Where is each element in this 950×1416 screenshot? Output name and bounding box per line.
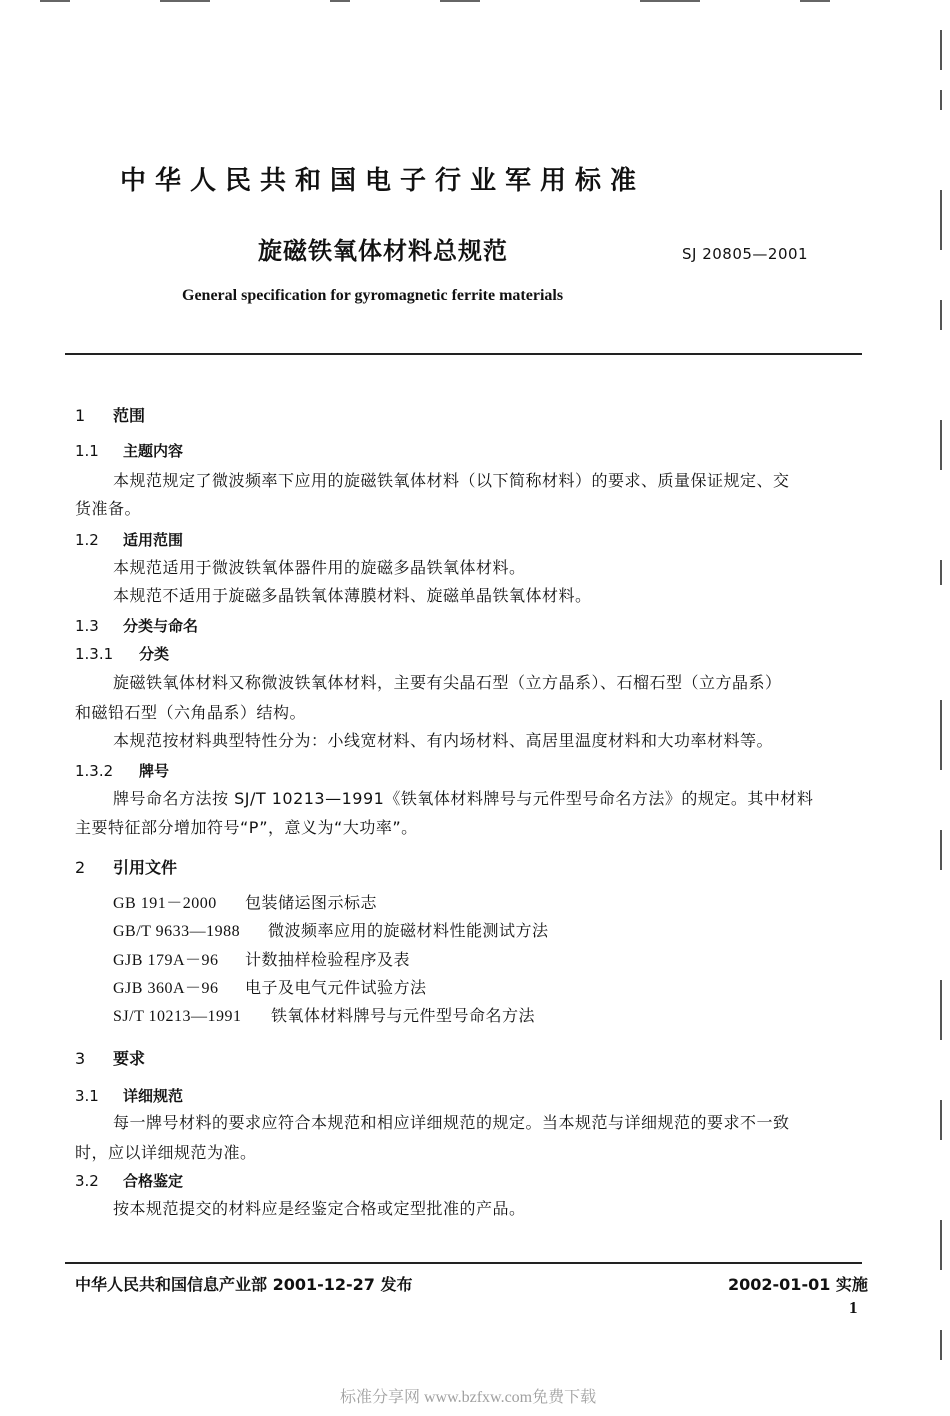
paragraph-line: 货准备。: [75, 499, 142, 518]
paragraph-line: 每一牌号材料的要求应符合本规范和相应详细规范的规定。当本规范与详细规范的要求不一致: [113, 1113, 790, 1132]
reference-item: GJB 179A－96 计数抽样检验程序及表: [113, 950, 411, 969]
section-2-heading: 2 引用文件: [75, 858, 178, 877]
paragraph-line: 本规范按材料典型特性分为：小线宽材料、有内场材料、高居里温度材料和大功率材料等。: [113, 731, 774, 750]
standard-code: SJ 20805—2001: [682, 245, 809, 263]
section-1-3-2-heading: 1.3.2 牌号: [75, 762, 170, 780]
header-divider: [65, 353, 862, 355]
paragraph-line: 本规范不适用于旋磁多晶铁氧体薄膜材料、旋磁单晶铁氧体材料。: [113, 586, 592, 605]
scan-right-edge: [940, 0, 942, 1416]
issuer-line: 中华人民共和国信息产业部 2001-12-27 发布: [75, 1275, 413, 1294]
scan-top-marks: [0, 0, 950, 6]
section-1-2-heading: 1.2 适用范围: [75, 531, 184, 549]
reference-item: SJ/T 10213—1991 铁氧体材料牌号与元件型号命名方法: [113, 1006, 536, 1025]
section-3-2-heading: 3.2 合格鉴定: [75, 1172, 184, 1190]
page-number: 1: [849, 1298, 858, 1317]
section-1-1-heading: 1.1 主题内容: [75, 442, 184, 460]
section-1-heading: 1 范围: [75, 406, 146, 425]
english-title: General specification for gyromagnetic ferrite materials: [182, 287, 564, 304]
reference-item: GB 191－2000 包装储运图示标志: [113, 893, 378, 912]
paragraph-line: 本规范规定了微波频率下应用的旋磁铁氧体材料（以下简称材料）的要求、质量保证规定、交: [113, 471, 790, 490]
reference-item: GJB 360A－96 电子及电气元件试验方法: [113, 978, 427, 997]
standard-type: 中华人民共和国电子行业军用标准: [120, 166, 646, 196]
section-3-1-heading: 3.1 详细规范: [75, 1087, 184, 1105]
paragraph-line: 本规范适用于微波铁氧体器件用的旋磁多晶铁氧体材料。: [113, 558, 526, 577]
section-1-3-1-heading: 1.3.1 分类: [75, 645, 170, 663]
effective-date: 2002-01-01 实施: [728, 1275, 868, 1294]
paragraph-line: 牌号命名方法按 SJ/T 10213—1991《铁氧体材料牌号与元件型号命名方法》的规定。其中材料: [113, 789, 814, 808]
document-title: 旋磁铁氧体材料总规范: [258, 237, 508, 265]
paragraph-line: 时，应以详细规范为准。: [75, 1143, 257, 1162]
paragraph-line: 主要特征部分增加符号“P”，意义为“大功率”。: [75, 818, 418, 837]
watermark: 标准分享网 www.bzfxw.com免费下载: [340, 1389, 597, 1406]
section-1-3-heading: 1.3 分类与命名: [75, 617, 199, 635]
paragraph-line: 和磁铅石型（六角晶系）结构。: [75, 703, 307, 722]
footer-divider: [65, 1262, 862, 1264]
reference-item: GB/T 9633—1988 微波频率应用的旋磁材料性能测试方法: [113, 921, 549, 940]
section-3-heading: 3 要求: [75, 1049, 146, 1068]
paragraph-line: 按本规范提交的材料应是经鉴定合格或定型批准的产品。: [113, 1199, 526, 1218]
paragraph-line: 旋磁铁氧体材料又称微波铁氧体材料，主要有尖晶石型（立方晶系）、石榴石型（立方晶系）: [113, 673, 782, 692]
